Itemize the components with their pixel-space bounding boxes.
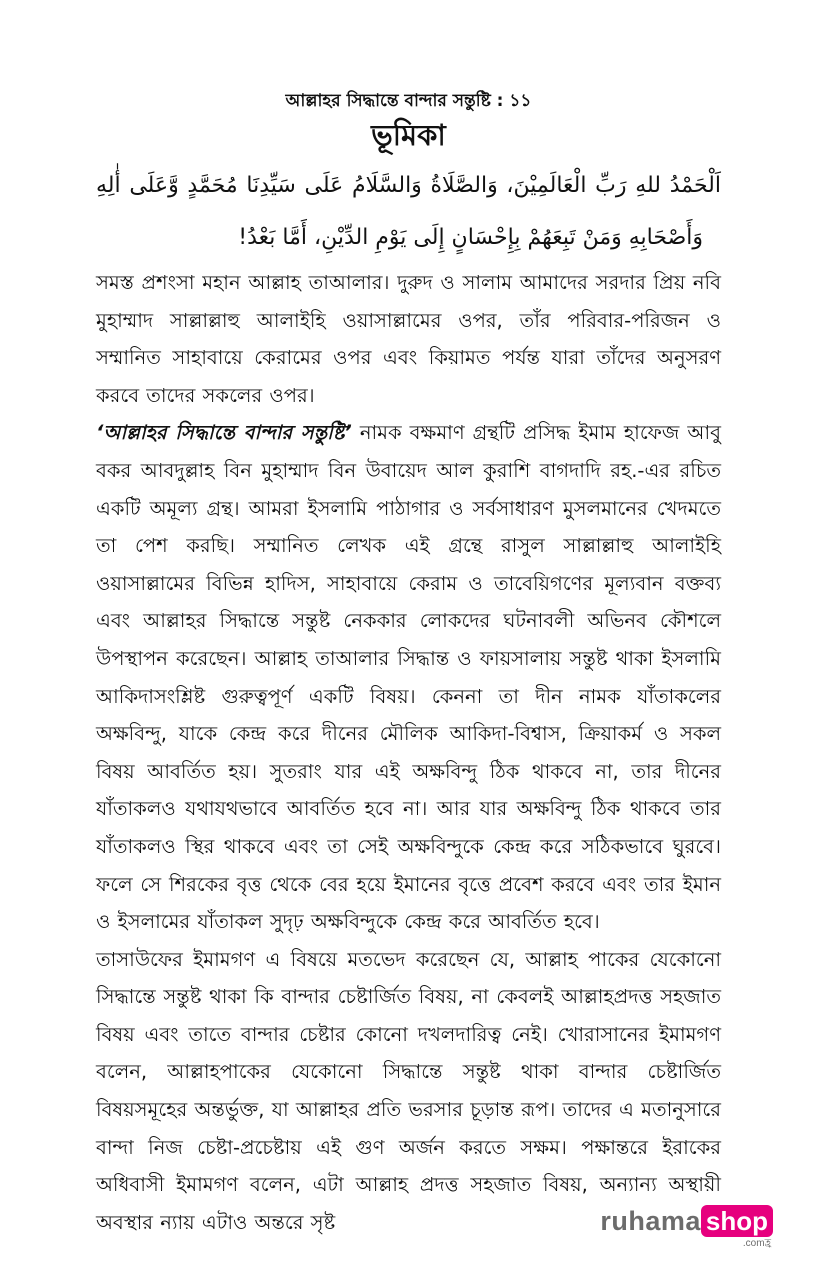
chapter-title: ভূমিকা [371,118,446,152]
paragraph-2 [96,414,721,940]
paragraph-2-body: নামক বক্ষমাণ গ্রন্থটি প্রসিদ্ধ ইমাম হাফেজ আবু বকর আবদুল্লাহ বিন মুহাম্মাদ বিন উবায়েদ আল কুরাশি বাগদাদি রহ.-এর রচিত একটি অমূল্য গ্রন্থ। আমরা ইসলামি পাঠাগার ও সর্বসাধারণ মুসলমানের খেদমতে তা পেশ করছি। সম্মানিত লেখক এই গ্রন্থে রাসুল সাল্লাল্লাহু আলাইহি ওয়াসাল্লামের বিভিন্ন হাদিস, সাহাবায়ে কেরাম ও তাবেয়িগণের মূল্যবান বক্তব্য এবং আল্লাহর সিদ্ধান্তে সন্তুষ্ট নেককার লোকদের ঘটনাবলী অভিনব কৌশলে উপস্থাপন করেছেন। আল্লাহ তাআলার সিদ্ধান্ত ও ফায়সালায় সন্তুষ্ট থাকা ইসলামি আকিদাসংশ্লিষ্ট গুরুত্বপূর্ণ একটি বিষয়। কেননা তা দীন নামক যাঁতাকলের অক্ষবিন্দু, যাকে কেন্দ্র করে দীনের মৌলিক আকিদা-বিশ্বাস, ক্রিয়াকর্ম ও সকল বিষয় আবর্তিত হয়। সুতরাং যার এই অক্ষবিন্দু ঠিক থাকবে না, তার দীনের যাঁতাকলও যথাযথভাবে আবর্তিত হবে না। আর যার অক্ষবিন্দু ঠিক থাকবে তার যাঁতাকলও স্থির থাকবে এবং তা সেই অক্ষবিন্দুকে কেন্দ্র করে সঠিকভাবে ঘুরবে। ফলে সে শিরকের বৃত্ত থেকে বের হয়ে ইমানের বৃত্তে প্রবেশ করবে এবং তার ইমান ও ইসলামের যাঁতাকল সুদৃঢ় অক্ষবিন্দুকে কেন্দ্র করে আবর্তিত হবে। [96,421,721,934]
watermark-shop-badge: shop [701,1205,773,1237]
paragraph-1: সমস্ত প্রশংসা মহান আল্লাহ তাআলার। দুরুদ ও সালাম আমাদের সরদার প্রিয় নবি মুহাম্মাদ সাল্লাল্লাহু আলাইহি ওয়াসাল্লামের ওপর, তাঁর পরিবার-পরিজন ও সম্মানিত সাহাবায়ে কেরামের ওপর এবং কিয়ামত পর্যন্ত যারা তাঁদের অনুসরণ করবে তাদের সকলের ওপর। [96,271,721,407]
book-title-quote: ‘আল্লাহর সিদ্ধান্তে বান্দার সন্তুষ্টি’ [96,421,352,445]
watermark-shop-group [701,1204,773,1250]
paragraph-3: তাসাউফের ইমামগণ এ বিষয়ে মতভেদ করেছেন যে, আল্লাহ পাকের যেকোনো সিদ্ধান্তে সন্তুষ্ট থাকা কি বান্দার চেষ্টার্জিত বিষয়, না কেবলই আল্লাহপ্রদত্ত সহজাত বিষয় এবং তাতে বান্দার চেষ্টার কোনো দখলদারিত্ব নেই। খোরাসানের ইমামগণ বলেন, আল্লাহপাকের যেকোনো সিদ্ধান্তে সন্তুষ্ট থাকা বান্দার চেষ্টার্জিত বিষয়সমূহের অন্তর্ভুক্ত, যা আল্লাহর প্রতি ভরসার চূড়ান্ত রূপ। তাদের এ মতানুসারে বান্দা নিজ চেষ্টা-প্রচেষ্টায় এই গুণ অর্জন করতে সক্ষম। পক্ষান্তরে ইরাকের অধিবাসী ইমামগণ বলেন, এটা আল্লাহ প্রদত্ত সহজাত বিষয়, অন্যান্য অস্থায়ী অবস্থার ন্যায় এটাও অন্তরে সৃষ্ট [96,947,721,1234]
book-page [96,88,721,1241]
watermark-domain: .comহ্র [742,1238,771,1249]
watermark-brand: ruhama [600,1206,701,1236]
arabic-opening-line-1: اَلْحَمْدُ للهِ رَبِّ الْعَالَمِيْنَ، وَالصَّلَاةُ وَالسَّلَامُ عَلَى سَيِّدِنَا مُحَمَّدٍ وَّعَلَى أٰلِهِ [96,173,721,198]
ruhamashop-watermark [600,1204,773,1250]
running-header: আল্লাহর সিদ্ধান্তে বান্দার সন্তুষ্টি : ১১ [285,91,532,111]
arabic-opening-line-2: وَأَصْحَابِهِ وَمَنْ تَبِعَهُمْ بِإِحْسَانٍ إِلَى يَوْمِ الدِّيْنِ، أَمَّا بَعْدُ! [238,225,703,250]
